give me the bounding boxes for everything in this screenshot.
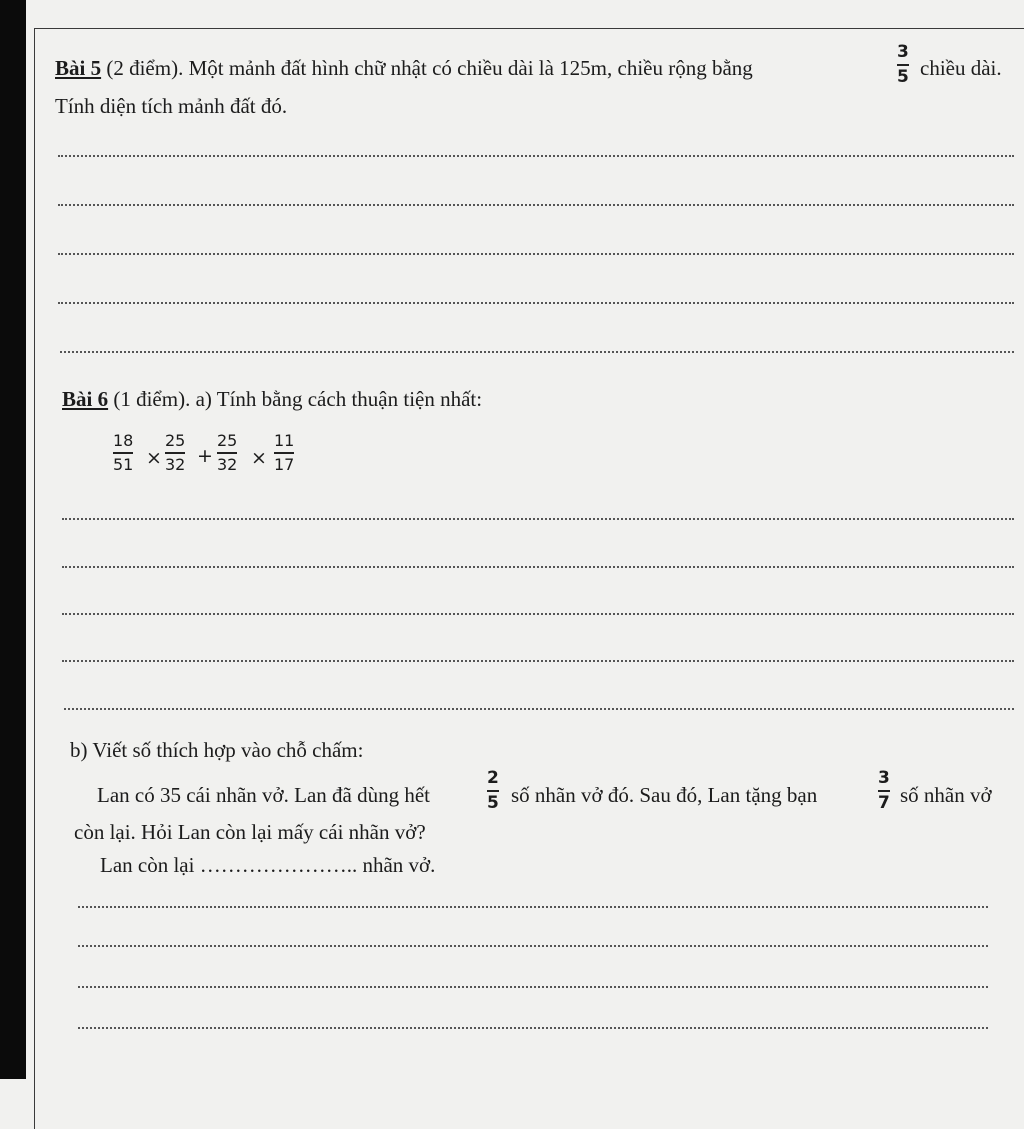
answer-line[interactable] <box>62 613 1014 615</box>
answer-line[interactable] <box>58 155 1014 157</box>
frac-numerator: 2 <box>487 768 499 788</box>
bai5-label: Bài 5 <box>55 56 102 80</box>
answer-statement <box>100 855 435 876</box>
frac-bar <box>487 790 499 792</box>
bai6-label: Bài 6 <box>62 387 109 411</box>
worksheet-frame <box>34 28 1024 1129</box>
expr-fraction-3 <box>217 433 237 473</box>
expr-fraction-2 <box>165 433 185 473</box>
bai6-heading-line <box>62 389 482 410</box>
expr-fraction-1 <box>113 433 133 473</box>
problem-line2: còn lại. Hỏi Lan còn lại mấy cái nhãn vở? <box>74 820 426 844</box>
answer-prefix: Lan còn lại <box>100 853 195 877</box>
answer-line[interactable] <box>62 660 1014 662</box>
answer-line[interactable] <box>78 945 988 947</box>
bai6-text: (1 điểm). a) Tính bằng cách thuận tiện nhất: <box>108 387 483 411</box>
problem-text-middle: số nhãn vở đó. Sau đó, Lan tặng bạn <box>511 783 818 807</box>
answer-suffix: nhãn vở. <box>362 853 436 877</box>
frac-bar <box>113 452 133 454</box>
frac-denominator: 17 <box>274 454 295 474</box>
expr-fraction-4 <box>274 433 294 473</box>
bai5-line2: Tính diện tích mảnh đất đó. <box>55 94 288 118</box>
expr-plus: + <box>197 445 213 467</box>
frac-bar <box>878 790 890 792</box>
bai5-text: (2 điểm). Một mảnh đất hình chữ nhật có chiều dài là 125m, chiều rộng bằng <box>101 56 753 80</box>
frac-bar <box>897 64 909 66</box>
frac-bar <box>217 452 237 454</box>
problem-fraction-a <box>487 770 499 812</box>
dark-edge <box>0 0 26 1079</box>
frac-denominator: 51 <box>113 454 134 474</box>
bai5-after-fraction: chiều dài. <box>920 56 1002 80</box>
problem-text-start: Lan có 35 cái nhãn vở. Lan đã dùng hết <box>97 783 430 807</box>
answer-line[interactable] <box>62 518 1014 520</box>
answer-line[interactable] <box>58 253 1014 255</box>
bai6-part-b-title: b) Viết số thích hợp vào chỗ chấm: <box>70 738 364 762</box>
frac-numerator: 25 <box>165 431 186 450</box>
frac-denominator: 5 <box>487 792 499 813</box>
answer-blank[interactable]: ………………….. <box>199 853 358 877</box>
answer-line[interactable] <box>58 302 1014 304</box>
frac-numerator: 25 <box>217 431 238 450</box>
answer-line[interactable] <box>58 204 1014 206</box>
frac-denominator: 7 <box>878 792 890 813</box>
answer-line[interactable] <box>60 351 1014 353</box>
answer-line[interactable] <box>78 986 988 988</box>
frac-numerator: 3 <box>878 768 890 788</box>
answer-line[interactable] <box>78 1027 988 1029</box>
frac-numerator: 18 <box>113 431 134 450</box>
frac-numerator: 11 <box>274 431 295 450</box>
frac-denominator: 32 <box>217 454 238 474</box>
frac-denominator: 5 <box>897 66 909 87</box>
answer-line[interactable] <box>64 708 1014 710</box>
answer-line[interactable] <box>62 566 1014 568</box>
problem-fraction-b <box>878 770 890 812</box>
frac-denominator: 32 <box>165 454 186 474</box>
frac-bar <box>274 452 294 454</box>
problem-text-end: số nhãn vở <box>900 783 992 807</box>
expr-times-2: × <box>251 447 267 469</box>
bai5-heading-line <box>55 58 753 79</box>
frac-numerator: 3 <box>897 42 909 62</box>
frac-bar <box>165 452 185 454</box>
expr-times-1: × <box>146 447 162 469</box>
bai5-fraction <box>897 44 909 86</box>
answer-line[interactable] <box>78 906 988 908</box>
